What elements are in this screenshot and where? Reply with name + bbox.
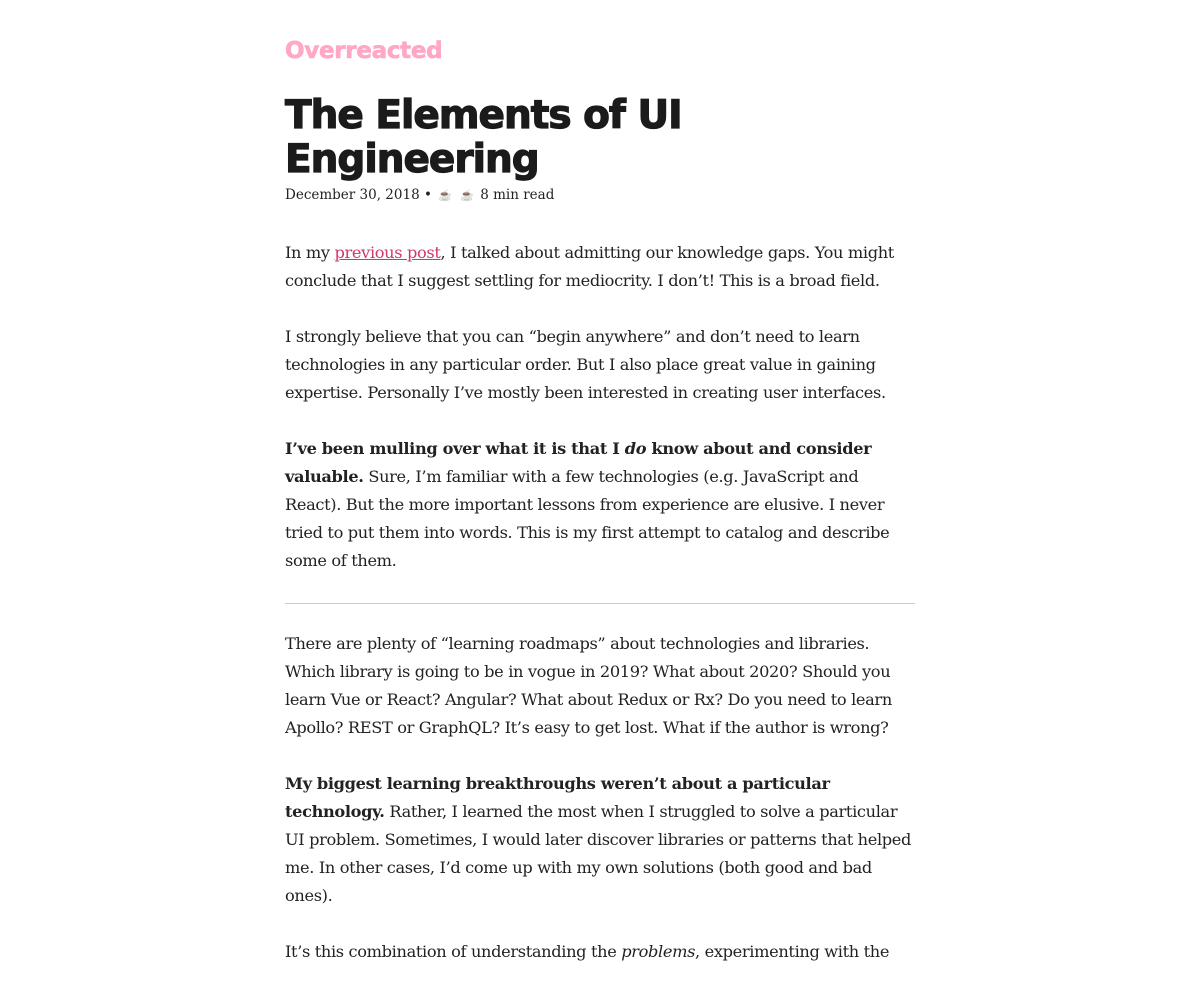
meta-separator: • [423,187,432,203]
paragraph-text: It’s this combination of understanding the [285,942,622,961]
paragraph-text: Rather, I learned the most when I struggled to solve a particular UI problem. Sometimes, I would later discover libraries or patterns that helped me. In other cases, I’d come up with my own solutions (both good and bad ones). [285,802,912,905]
paragraph-text: In my [285,243,335,262]
paragraph [285,435,915,575]
bold-statement: My biggest learning breakthroughs weren’t about a particular technology. [285,774,830,821]
coffee-cup-icon: ☕ [460,189,474,202]
post-body [285,239,915,994]
paragraph-text: Sure, I’m familiar with a few technologies (e.g. JavaScript and React). But the more important lessons from experience are elusive. I never tried to put them into words. This is my first attempt to catalog and describe some of them. [285,467,890,570]
emphasis-text: do [624,439,647,458]
post-title: The Elements of UI Engineering [285,93,682,182]
paragraph-text: , I talked about admitting our knowledge gaps. You might conclude that I suggest settling for mediocrity. I don’t! This is a broad field. [285,243,894,290]
section-divider [285,603,915,604]
site-title-link[interactable]: Overreacted [285,38,443,64]
paragraph [285,770,915,910]
bold-text: know about and consider valuable. [285,439,872,486]
bold-text: I’ve been mulling over what it is that I [285,439,625,458]
post-meta [285,187,554,203]
paragraph [285,239,915,295]
paragraph [285,938,915,966]
read-time: 8 min read [480,187,555,203]
paragraph: There are plenty of “learning roadmaps” about technologies and libraries. Which library is going to be in vogue in 2019? What about 2020? Should you learn Vue or React? Angular? What about Redux or Rx? Do you need to learn Apollo? REST or GraphQL? It’s easy to get lost. What if the author is wrong? [285,634,892,737]
coffee-cup-icon: ☕ [438,189,452,202]
emphasis-text: problems [621,942,696,961]
paragraph-text: , experimenting with the [695,942,890,961]
previous-post-link[interactable]: previous post [334,243,441,262]
post-date: December 30, 2018 [285,187,420,203]
paragraph: I strongly believe that you can “begin anywhere” and don’t need to learn technologies in any particular order. But I also place great value in gaining expertise. Personally I’ve mostly been interested in creating user interfaces. [285,327,886,402]
